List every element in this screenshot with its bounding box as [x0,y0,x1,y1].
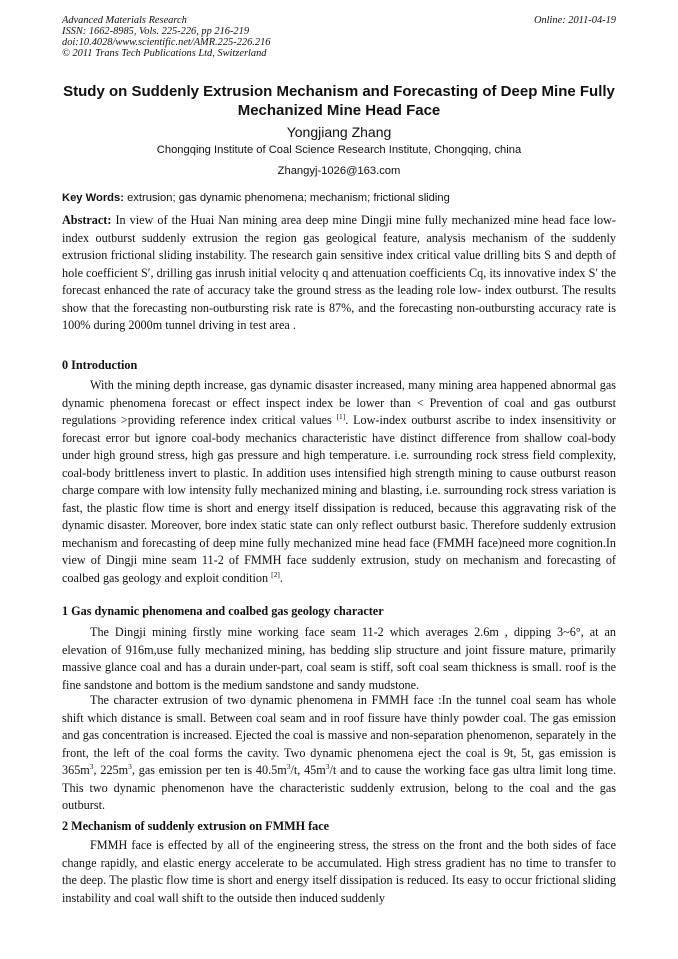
online-date: Online: 2011-04-19 [533,15,616,26]
keywords-text: extrusion; gas dynamic phenomena; mechanism; frictional sliding [123,192,450,204]
citation-ref-1: [1] [336,411,346,421]
citation-ref-2: [2] [271,569,280,579]
extrusion-text-5: /t and to cause the working face gas ultra limit long time. This two dynamic phenomenon have the characteristic suddenly extrusion, belong to the coal and the gas outburst. [62,763,616,812]
journal-name: Advanced Materials Research [62,15,187,26]
author-email: Zhangyj-1026@163.com [277,165,401,177]
extrusion-text-3: , gas emission per ten is 40.5m [131,763,287,777]
paragraph-mechanism: FMMH face is effected by all of the engineering stress, the stress on the front and the both sides of face change rapidly, and elastic energy accelerate to be accumulated. High stress gradient has no time to transfer to the deep. The plastic flow time is short and energy itself dissipation is reduced. Its easy to occur frictional sliding instability and coal wall shift to the outside then induced suddenly [62,838,616,905]
intro-text-1: With the mining depth increase, gas dynamic disaster increased, many mining area happened abnormal gas dynamic phenomena forecast or effect inspect index be lower than < Prevention of coal and gas outburst regulations >providing reference index critical values [62,378,616,427]
doi-line: doi:10.4028/www.scientific.net/AMR.225-226.216 [62,37,271,48]
superscript-3: 3 [128,761,132,771]
superscript-3: 3 [89,761,94,771]
copyright-line: © 2011 Trans Tech Publications Ltd, Switzerland [62,48,267,59]
paragraph-gas-geology: The Dingji mining firstly mine working face seam 11-2 which averages 2.6m , dipping 3~6°, at an elevation of 916m,use fully mechanized mining, has bedding slip structure and joint fissure mature, primarily massive glance coal and has a durain under-part, coal seam is stiff, soft coal seam thickness is small. roof is the fine sandstone and bottom is the medium sandstone and sandy mudstone. [62,625,616,692]
issn-line: ISSN: 1662-8985, Vols. 225-226, pp 216-219 [62,26,250,37]
superscript-3: 3 [325,761,330,771]
extrusion-text-4: /t, 45m [290,763,326,777]
intro-text-2: . Low-index outburst ascribe to index insensitivity or forecast error but ignore coal-body mechanics characteristic have distinct difference from shallow coal-body under high ground stress, high gas pressure and high temperature. i.e. surrounding rock stress field complexity, coal-body brittleness invert to plastic. In addition uses intensified high strength mining to cause outburst reason charge compare with low intensity fully mechanized mining and blasting, i.e. surrounding rock stress variation is fast, the plastic flow time is short and energy itself dissipation is reduced, because this aggravating risk of the dynamic disaster. Moreover, bore index static state can only reflect outburst basic. Therefore suddenly extrusion mechanism and forecasting of deep mine fully mechanized mine head face (FMMH face)need more cognition.In view of Dingji mine seam 11-2 of FMMH face suddenly extrusion, study on mechanism and forecasting of coalbed gas geology and exploit condition [62,413,616,585]
author-name: Yongjiang Zhang [286,124,392,140]
keywords-label: Key Words: [62,192,124,204]
section-heading-introduction: 0 Introduction [62,358,138,372]
keywords [62,191,616,205]
superscript-3: 3 [286,761,291,771]
publication-header [62,15,616,59]
intro-text-3: . [279,570,283,585]
abstract [62,212,616,335]
author-affiliation: Chongqing Institute of Coal Science Research Institute, Chongqing, china [156,144,522,156]
extrusion-text-2: , 225m [93,763,129,777]
paragraph-extrusion-character [62,692,616,815]
abstract-text: In view of the Huai Nan mining area deep mine Dingji mine fully mechanized mine head face low-index outburst suddenly extrusion the region gas geological feature, analysis mechanism of the suddenly extrusion frictional sliding instability. The research gain sensitive index critical value drilling bits S and depth of hole coefficient S′, drilling gas inrush initial velocity q and attenuation coefficients Cq, its innovative index S′ the forecast enhanced the rate of accuracy take the ground stress as the leading role low- index outburst. The results show that the forecasting non-outbursting risk rate is 87%, and the forecasting non-outbursting accuracy rate is 100% during 2000m tunnel driving in test area . [62,213,616,332]
paper-title: Study on Suddenly Extrusion Mechanism and Forecasting of Deep Mine Fully Mechanized Mine Head Face [63,83,615,119]
abstract-label: Abstract: [62,213,112,227]
section-heading-gas-dynamic: 1 Gas dynamic phenomena and coalbed gas geology character [62,604,384,618]
extrusion-text-1: The character extrusion of two dynamic phenomena in FMMH face :In the tunnel coal seam has whole shift which distance is small. Between coal seam and in roof fissure have thinly powder coal. The gas emission and gas concentration is increased. Ejected the coal is massive and non-separation phenomenon, separately in the front, the left of the coal forms the cavity. Two dynamic phenomena eject the coal is 9t, 5t, gas emission is 365m [62,693,616,777]
paragraph-introduction [62,377,616,587]
section-heading-mechanism: 2 Mechanism of suddenly extrusion on FMMH face [62,819,330,833]
